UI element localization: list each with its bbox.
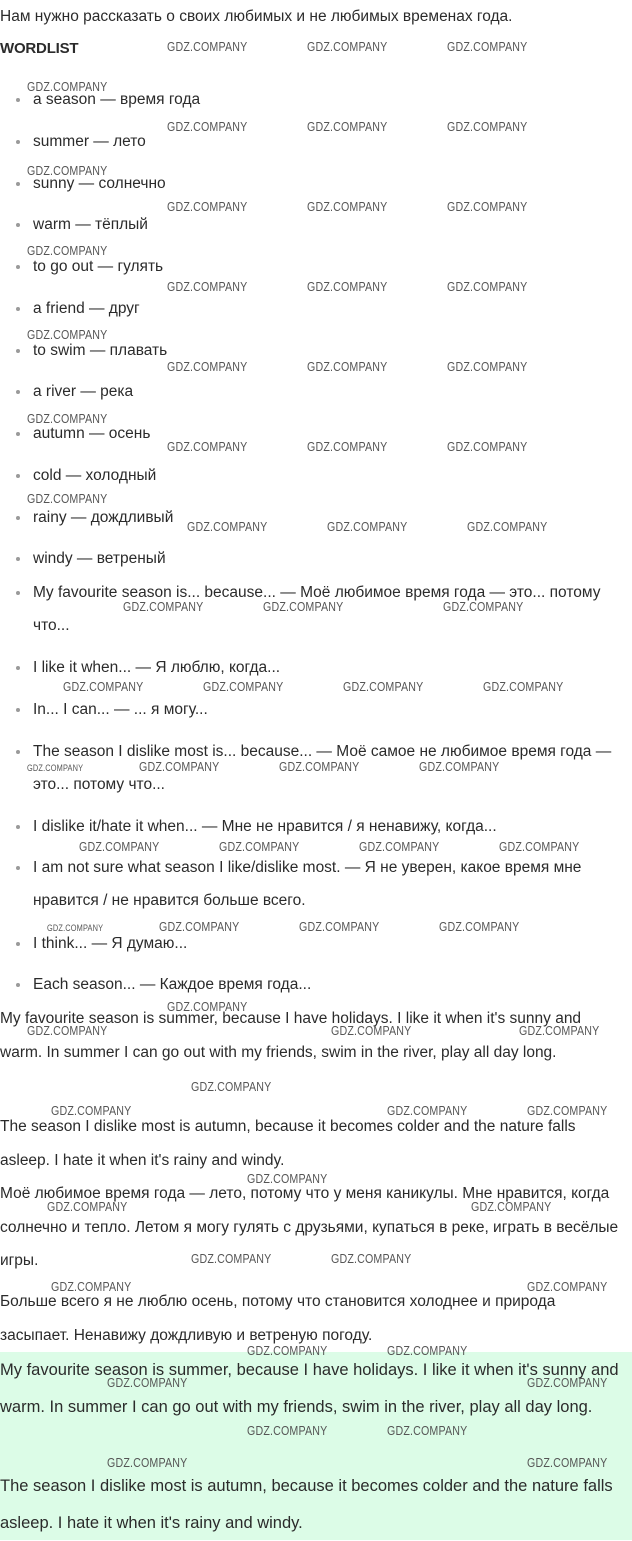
watermark-text: GDZ.COMPANY (51, 1279, 132, 1294)
paragraph-english-favourite: My favourite season is summer, because I have holidays. I like it when it's sunny and warm. In summer I can go out with my friends, swim in the river, play all day long. (0, 1010, 582, 1061)
wordlist-item: I am not sure what season I like/dislike most. — Я не уверен, какое время мне нравится / не нравится больше всего. (33, 851, 613, 917)
highlighted-paragraph-dislike: The season I dislike most is autumn, because it becomes colder and the nature falls asleep. I hate it when it's rainy and windy. (0, 1477, 613, 1532)
wordlist-item: rainy — дождливый (33, 501, 613, 534)
watermark-text: GDZ.COMPANY (419, 759, 500, 774)
watermark-text: GDZ.COMPANY (27, 491, 108, 506)
watermark-text: GDZ.COMPANY (247, 1343, 328, 1358)
watermark-text: GDZ.COMPANY (331, 1023, 412, 1038)
watermark-text: GDZ.COMPANY (527, 1279, 608, 1294)
wordlist-item: I like it when... — Я люблю, когда... (33, 651, 613, 684)
watermark-text: GDZ.COMPANY (219, 839, 300, 854)
watermark-text: GDZ.COMPANY (123, 599, 204, 614)
watermark-text: GDZ.COMPANY (471, 1199, 552, 1214)
watermark-text: GDZ.COMPANY (447, 199, 528, 214)
watermark-text: GDZ.COMPANY (247, 1171, 328, 1186)
watermark-text: GDZ.COMPANY (447, 439, 528, 454)
watermark-text: GDZ.COMPANY (203, 679, 284, 694)
watermark-text: GDZ.COMPANY (159, 919, 240, 934)
watermark-text: GDZ.COMPANY (27, 79, 108, 94)
wordlist-item: a season — время года (33, 83, 613, 116)
watermark-text: GDZ.COMPANY (387, 1343, 468, 1358)
watermark-text: GDZ.COMPANY (167, 279, 248, 294)
watermark-text: GDZ.COMPANY (327, 519, 408, 534)
watermark-text: GDZ.COMPANY (499, 839, 580, 854)
watermark-text: GDZ.COMPANY (439, 919, 520, 934)
watermark-text: GDZ.COMPANY (27, 243, 108, 258)
highlighted-paragraph-favourite: My favourite season is summer, because I have holidays. I like it when it's sunny and warm. In summer I can go out with my friends, swim in the river, play all day long. (0, 1361, 619, 1416)
wordlist-item: In... I can... — ... я могу... (33, 693, 613, 726)
wordlist-heading: WORDLIST (0, 40, 79, 57)
wordlist-item: cold — холодный (33, 459, 613, 492)
watermark-text: GDZ.COMPANY (307, 439, 388, 454)
watermark-text: GDZ.COMPANY (527, 1375, 608, 1390)
watermark-text: GDZ.COMPANY (167, 119, 248, 134)
intro-text: Нам нужно рассказать о своих любимых и не любимых временах года. (0, 8, 513, 25)
wordlist-item: I dislike it/hate it when... — Мне не нравится / я ненавижу, когда... (33, 810, 613, 843)
watermark-text: GDZ.COMPANY (307, 359, 388, 374)
watermark-text: GDZ.COMPANY (447, 279, 528, 294)
watermark-text: GDZ.COMPANY (343, 679, 424, 694)
watermark-text: GDZ.COMPANY (279, 759, 360, 774)
watermark-text: GDZ.COMPANY (447, 119, 528, 134)
paragraph-english-dislike: The season I dislike most is autumn, because it becomes colder and the nature falls asleep. I hate it when it's rainy and windy. (0, 1118, 576, 1169)
watermark-text: GDZ.COMPANY (387, 1103, 468, 1118)
watermark-text: GDZ.COMPANY (139, 759, 220, 774)
watermark-text: GDZ.COMPANY (527, 1455, 608, 1470)
wordlist-item: to swim — плавать (33, 334, 613, 367)
paragraph-russian-dislike: Больше всего я не люблю осень, потому что становится холоднее и природа засыпает. Ненавижу дождливую и ветреную погоду. (0, 1293, 556, 1344)
watermark-text: GDZ.COMPANY (167, 359, 248, 374)
watermark-text: GDZ.COMPANY (27, 163, 108, 178)
watermark-text: GDZ.COMPANY (307, 39, 388, 54)
watermark-text: GDZ.COMPANY (299, 919, 380, 934)
watermark-text: GDZ.COMPANY (447, 359, 528, 374)
watermark-text: GDZ.COMPANY (307, 119, 388, 134)
watermark-text: GDZ.COMPANY (63, 679, 144, 694)
wordlist-item: The season I dislike most is... because... — Моё самое не любимое время года — это... потому что... (33, 735, 613, 801)
watermark-text: GDZ.COMPANY (47, 923, 104, 933)
watermark-text: GDZ.COMPANY (27, 1023, 108, 1038)
watermark-text: GDZ.COMPANY (51, 1103, 132, 1118)
wordlist-item: to go out — гулять (33, 250, 613, 283)
watermark-text: GDZ.COMPANY (263, 599, 344, 614)
wordlist-item: windy — ветреный (33, 542, 613, 575)
watermark-text: GDZ.COMPANY (27, 411, 108, 426)
watermark-text: GDZ.COMPANY (191, 1079, 272, 1094)
wordlist-item: My favourite season is... because... — Моё любимое время года — это... потому что... (33, 576, 613, 642)
watermark-text: GDZ.COMPANY (387, 1423, 468, 1438)
wordlist-item: a river — река (33, 375, 613, 408)
watermark-text: GDZ.COMPANY (191, 1251, 272, 1266)
watermark-text: GDZ.COMPANY (467, 519, 548, 534)
watermark-text: GDZ.COMPANY (307, 279, 388, 294)
wordlist-item: sunny — солнечно (33, 167, 613, 200)
watermark-text: GDZ.COMPANY (167, 439, 248, 454)
watermark-text: GDZ.COMPANY (359, 839, 440, 854)
watermark-text: GDZ.COMPANY (167, 999, 248, 1014)
watermark-text: GDZ.COMPANY (107, 1375, 188, 1390)
watermark-text: GDZ.COMPANY (443, 599, 524, 614)
wordlist-item: autumn — осень (33, 417, 613, 450)
watermark-text: GDZ.COMPANY (527, 1103, 608, 1118)
wordlist-item: I think... — Я думаю... (33, 927, 613, 960)
wordlist-item: a friend — друг (33, 292, 613, 325)
watermark-text: GDZ.COMPANY (27, 327, 108, 342)
watermark-text: GDZ.COMPANY (79, 839, 160, 854)
watermark-text: GDZ.COMPANY (307, 199, 388, 214)
watermark-text: GDZ.COMPANY (187, 519, 268, 534)
watermark-text: GDZ.COMPANY (483, 679, 564, 694)
watermark-text: GDZ.COMPANY (167, 199, 248, 214)
watermark-text: GDZ.COMPANY (167, 39, 248, 54)
watermark-text: GDZ.COMPANY (107, 1455, 188, 1470)
watermark-text: GDZ.COMPANY (331, 1251, 412, 1266)
watermark-text: GDZ.COMPANY (519, 1023, 600, 1038)
wordlist-item: warm — тёплый (33, 208, 613, 241)
watermark-text: GDZ.COMPANY (447, 39, 528, 54)
paragraph-russian-favourite: Моё любимое время года — лето, потому что у меня каникулы. Мне нравится, когда солнечно и тепло. Летом я могу гулять с друзьями, купаться в реке, играть в весёлые игры. (0, 1185, 619, 1269)
wordlist-item: Each season... — Каждое время года... (33, 968, 613, 1001)
watermark-text: GDZ.COMPANY (27, 763, 84, 773)
watermark-text: GDZ.COMPANY (47, 1199, 128, 1214)
wordlist-item: summer — лето (33, 125, 613, 158)
watermark-text: GDZ.COMPANY (247, 1423, 328, 1438)
